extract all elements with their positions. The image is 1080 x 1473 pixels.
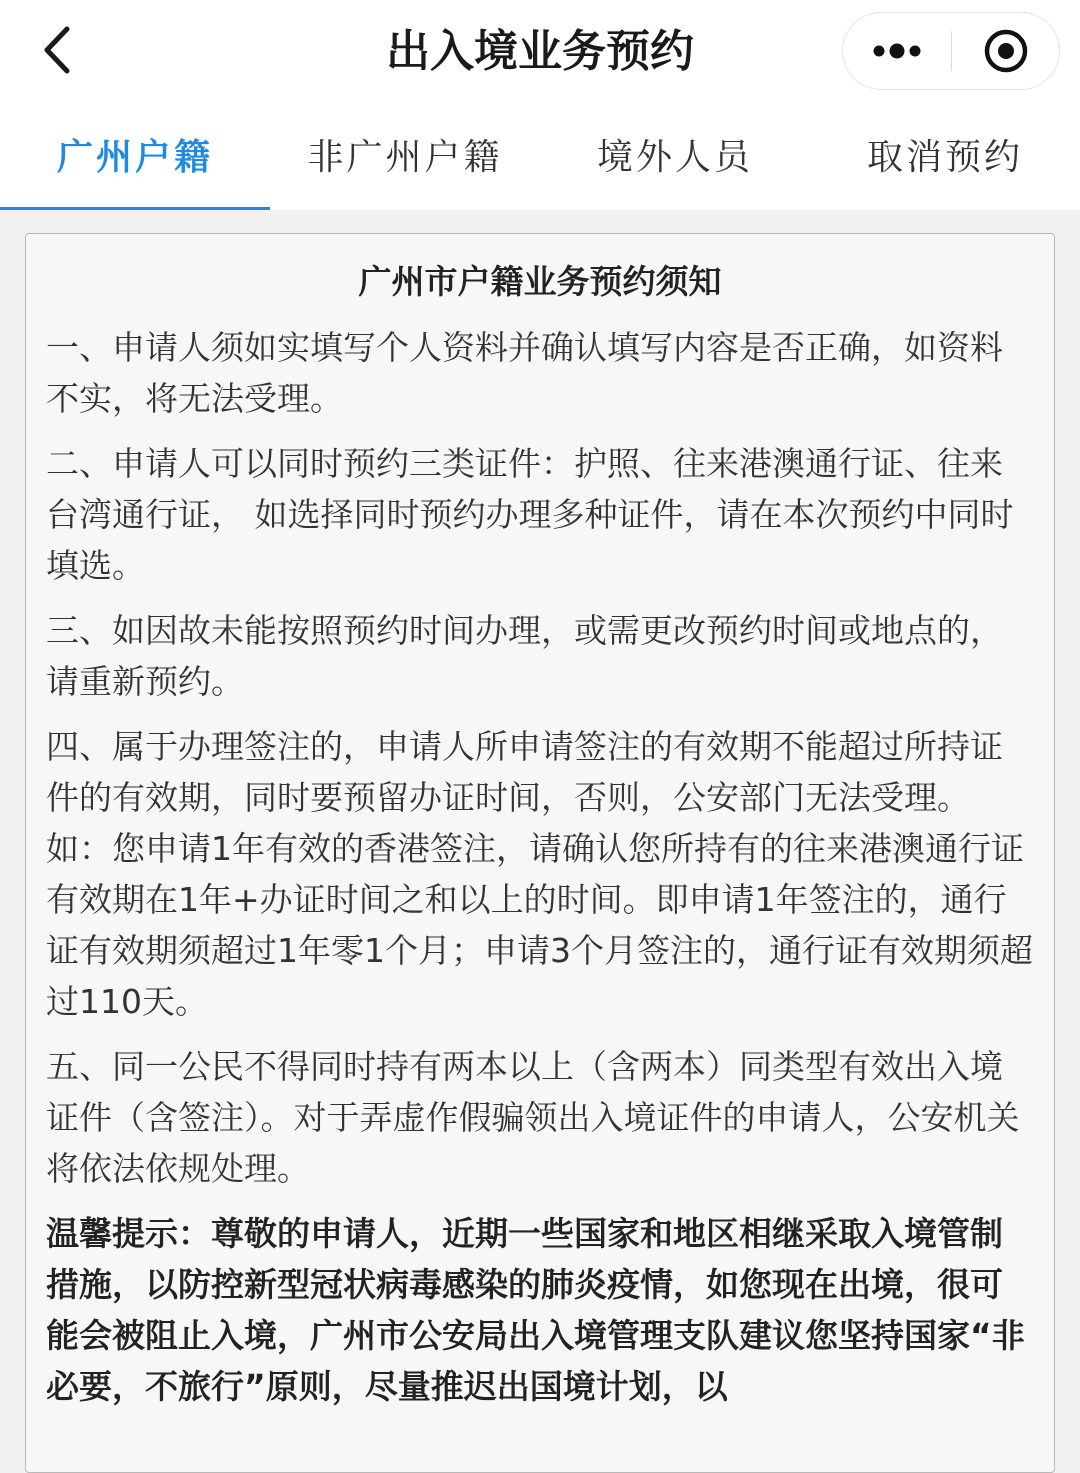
notice-title: 广州市户籍业务预约须知 [358,262,722,301]
target-close-icon [983,28,1029,74]
notice-warm-tip: 温馨提示：尊敬的申请人，近期一些国家和地区相继采取入境管制措施，以防控新型冠状病毒感染的肺炎疫情，如您现在出境，很可能会被阻止入境，广州市公安局出入境管理支队建议您坚持国家“非必要，不旅行”原则，尽量推迟出国境计划，以 [46,1214,1025,1406]
tab-non-guangzhou-household[interactable]: 非广州户籍 [307,137,503,178]
tab-foreign-persons[interactable]: 境外人员 [596,137,753,178]
more-button[interactable] [843,13,951,89]
notice-paragraph-3: 三、如因故未能按照预约时间办理，或需更改预约时间或地点的，请重新预约。 [46,611,1003,701]
notice-paragraph-2: 二、申请人可以同时预约三类证件：护照、往来港澳通行证、往来台湾通行证， 如选择同时预约办理多种证件，请在本次预约中同时填选。 [46,444,1014,585]
tab-cancel-appointment[interactable]: 取消预约 [866,137,1023,178]
capsule-divider [951,31,952,71]
notice-paragraph-4: 四、属于办理签注的，申请人所申请签注的有效期不能超过所持证件的有效期，同时要预留办证时间，否则，公安部门无法受理。如：您申请1年有效的香港签注，请确认您所持有的往来港澳通行证有效期在1年+办证时间之和以上的时间。即申请1年签注的，通行证有效期须超过1年零1个月；申请3个月签注的，通行证有效期须超过110天。 [46,727,1033,1021]
tab-guangzhou-household[interactable]: 广州户籍 [0,108,270,210]
nav-bar [0,0,1080,108]
mini-program-capsule [842,12,1060,90]
page-title: 出入境业务预约 [386,26,694,77]
close-mini-program-button[interactable] [953,13,1059,89]
notice-panel[interactable] [25,233,1055,1473]
notice-paragraph-1: 一、申请人须如实填写个人资料并确认填写内容是否正确，如资料不实，将无法受理。 [46,328,1003,418]
more-dots-icon [871,43,923,59]
tab-bar [0,108,1080,210]
notice-paragraph-5: 五、同一公民不得同时持有两本以上（含两本）同类型有效出入境证件（含签注）。对于弄虚作假骗领出入境证件的申请人，公安机关将依法依规处理。 [46,1047,1020,1188]
